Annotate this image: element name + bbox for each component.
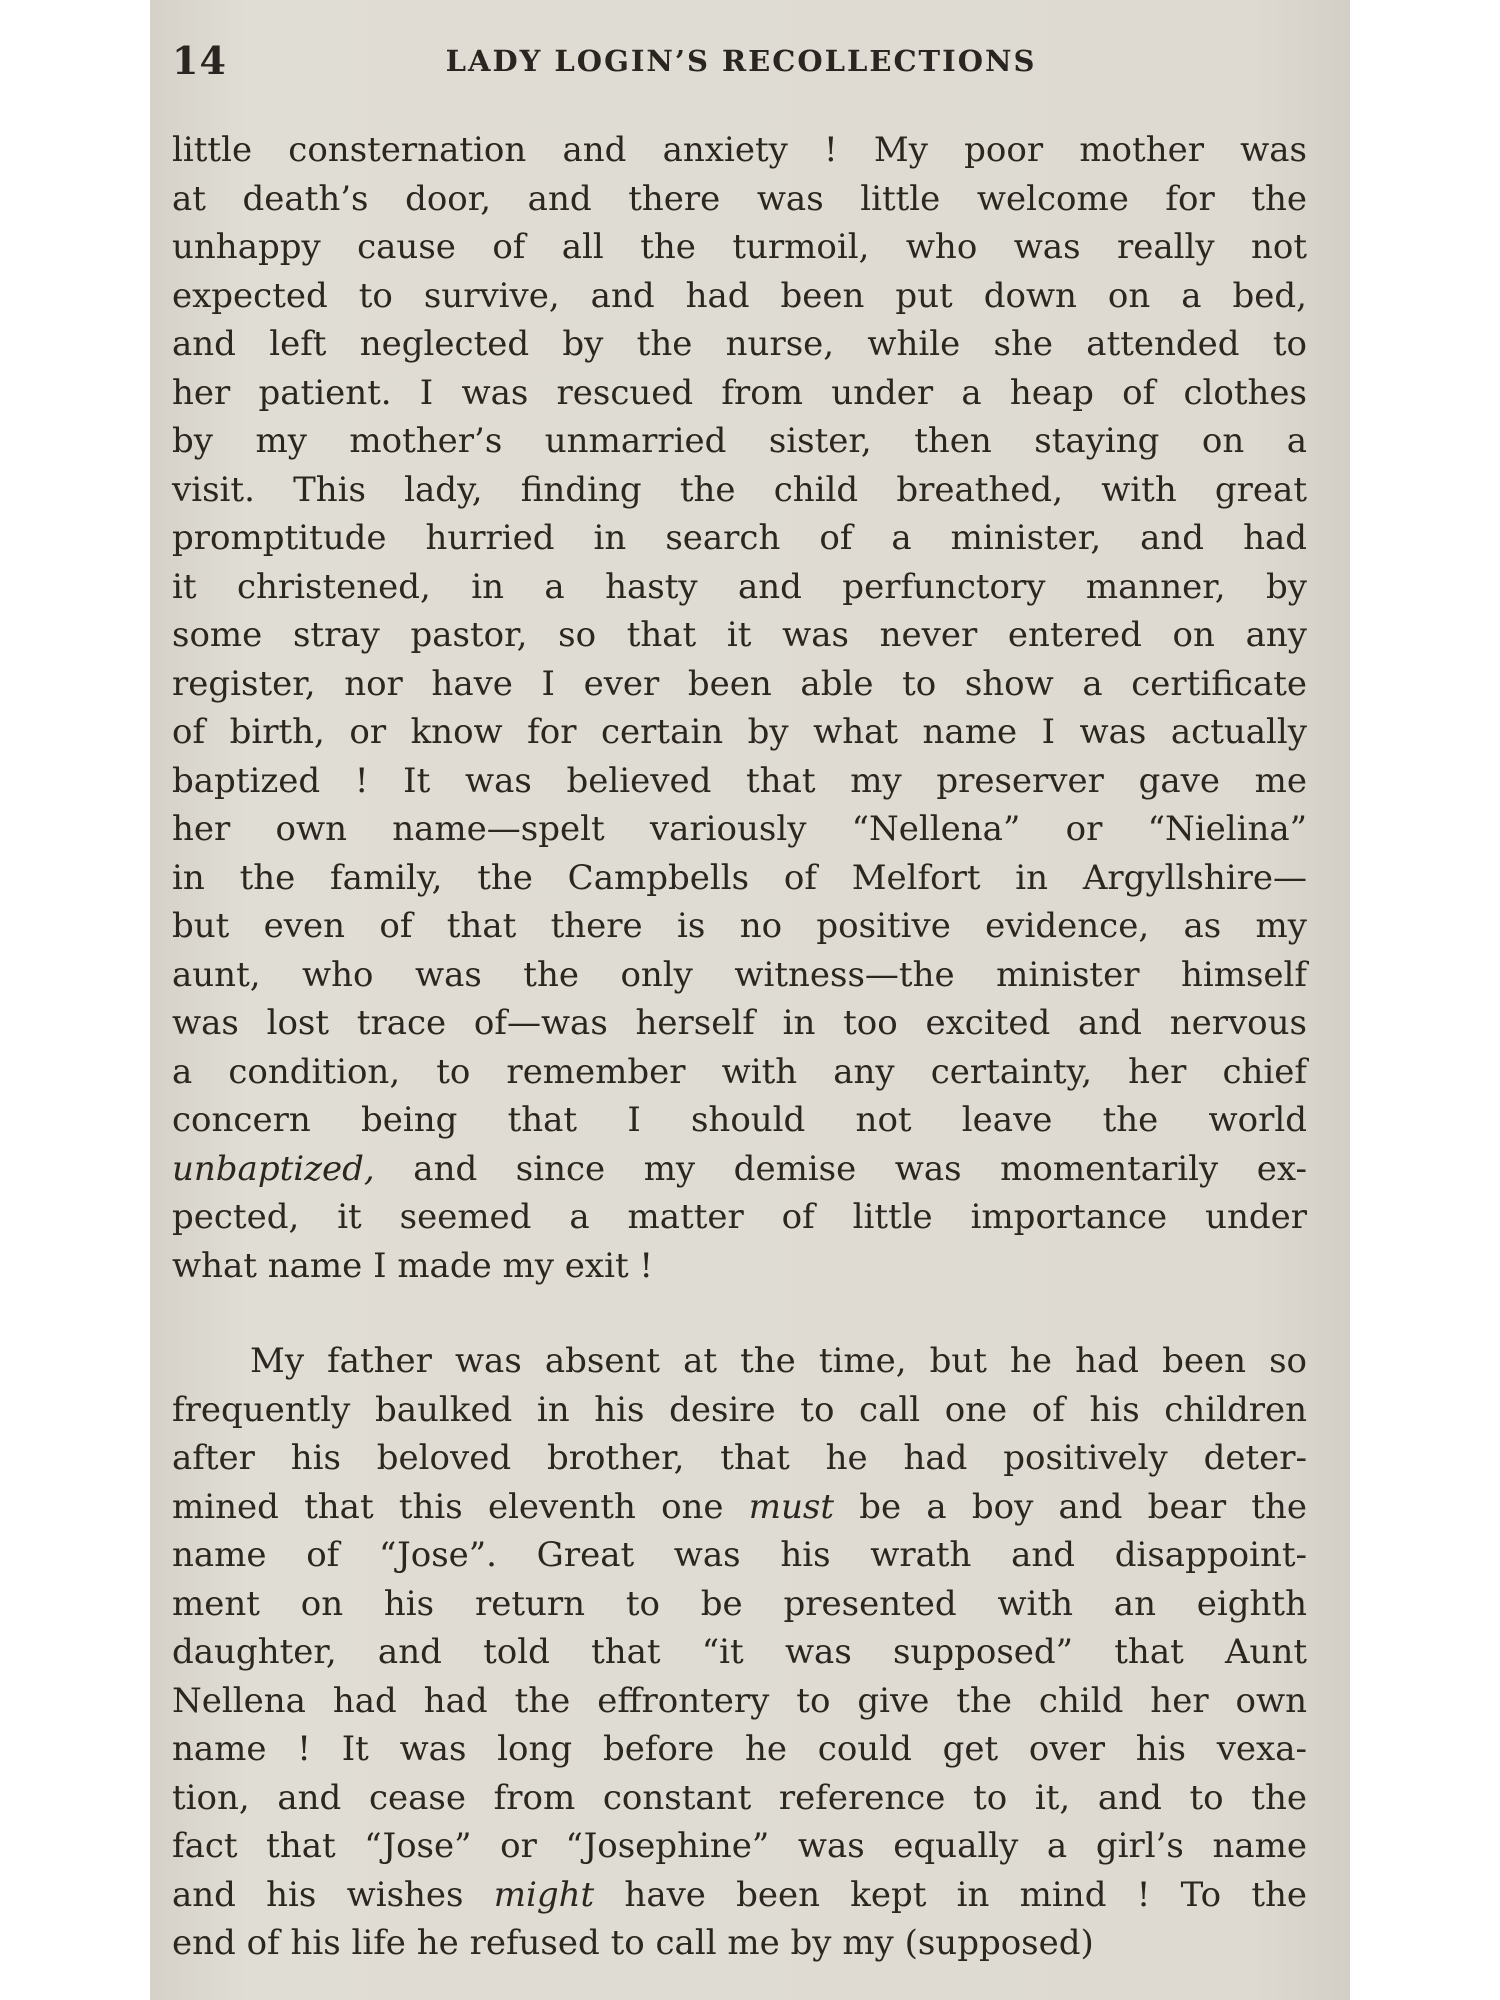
text-line: and his wishes might have been kept in mind ! To the (172, 1874, 1308, 1915)
text-line: name of “Jose”. Great was his wrath and disappoint- (172, 1535, 1307, 1575)
text-line: but even of that there is no positive evidence, as my (172, 906, 1307, 946)
text-line: Nellena had had the effrontery to give the child her own (172, 1680, 1307, 1721)
text-line: some stray pastor, so that it was never entered on any (172, 615, 1307, 655)
text-line: name ! It was long before he could get over his vexa- (172, 1729, 1307, 1769)
text-line: daughter, and told that “it was supposed” that Aunt (172, 1632, 1307, 1672)
text-line: frequently baulked in his desire to call one of his children (172, 1389, 1307, 1430)
text-line: fact that “Jose” or “Josephine” was equally a girl’s name (172, 1826, 1307, 1866)
text-line: unbaptized, and since my demise was momentarily ex- (172, 1148, 1307, 1189)
text-line: after his beloved brother, that he had positively deter- (172, 1438, 1307, 1478)
text-line: unhappy cause of all the turmoil, who was really not (172, 227, 1307, 267)
text-line: what name I made my exit ! (172, 1245, 654, 1286)
text-line: at death’s door, and there was little welcome for the (172, 178, 1307, 219)
text-line: baptized ! It was believed that my preserver gave me (172, 760, 1307, 801)
text-line: was lost trace of—was herself in too excited and nervous (172, 1003, 1307, 1043)
italic-word: unbaptized, (172, 1148, 375, 1189)
text-line: end of his life he refused to call me by my (supposed) (172, 1923, 1094, 1963)
page-number: 14 (172, 38, 227, 83)
paragraph-1 (172, 126, 1307, 1290)
text-line: mined that this eleventh one must be a boy and bear the (172, 1486, 1307, 1527)
text-line: by my mother’s unmarried sister, then staying on a (172, 421, 1307, 461)
text-line: of birth, or know for certain by what name I was actually (172, 712, 1307, 752)
text-line: visit. This lady, finding the child breathed, with great (172, 469, 1307, 510)
text-line: aunt, who was the only witness—the minister himself (172, 954, 1307, 995)
book-page (150, 0, 1350, 2000)
text-line: her own name—spelt variously “Nellena” or “Nielina” (172, 809, 1307, 849)
text-line: register, nor have I ever been able to show a certificate (172, 663, 1307, 704)
text-line: a condition, to remember with any certainty, her chief (172, 1051, 1307, 1092)
text-line: expected to survive, and had been put down on a bed, (172, 275, 1307, 316)
text-line: her patient. I was rescued from under a heap of clothes (172, 372, 1307, 413)
italic-word: must (748, 1486, 835, 1527)
text-line: tion, and cease from constant reference to it, and to the (172, 1777, 1307, 1818)
text-line: ment on his return to be presented with an eighth (172, 1583, 1307, 1624)
text-line: in the family, the Campbells of Melfort in Argyllshire— (172, 857, 1307, 898)
italic-word: might (493, 1874, 595, 1915)
paragraph-2 (172, 1337, 1307, 1968)
page-header (172, 36, 1310, 96)
text-line: promptitude hurried in search of a minister, and had (172, 518, 1307, 558)
text-line: concern being that I should not leave the world (172, 1100, 1307, 1140)
text-line: My father was absent at the time, but he had been so (250, 1341, 1307, 1381)
running-title: LADY LOGIN’S RECOLLECTIONS (445, 44, 1037, 78)
text-line: little consternation and anxiety ! My poor mother was (172, 130, 1307, 170)
text-line: and left neglected by the nurse, while she attended to (172, 324, 1307, 364)
text-line: it christened, in a hasty and perfunctory manner, by (172, 566, 1307, 607)
text-line: pected, it seemed a matter of little importance under (172, 1197, 1307, 1237)
